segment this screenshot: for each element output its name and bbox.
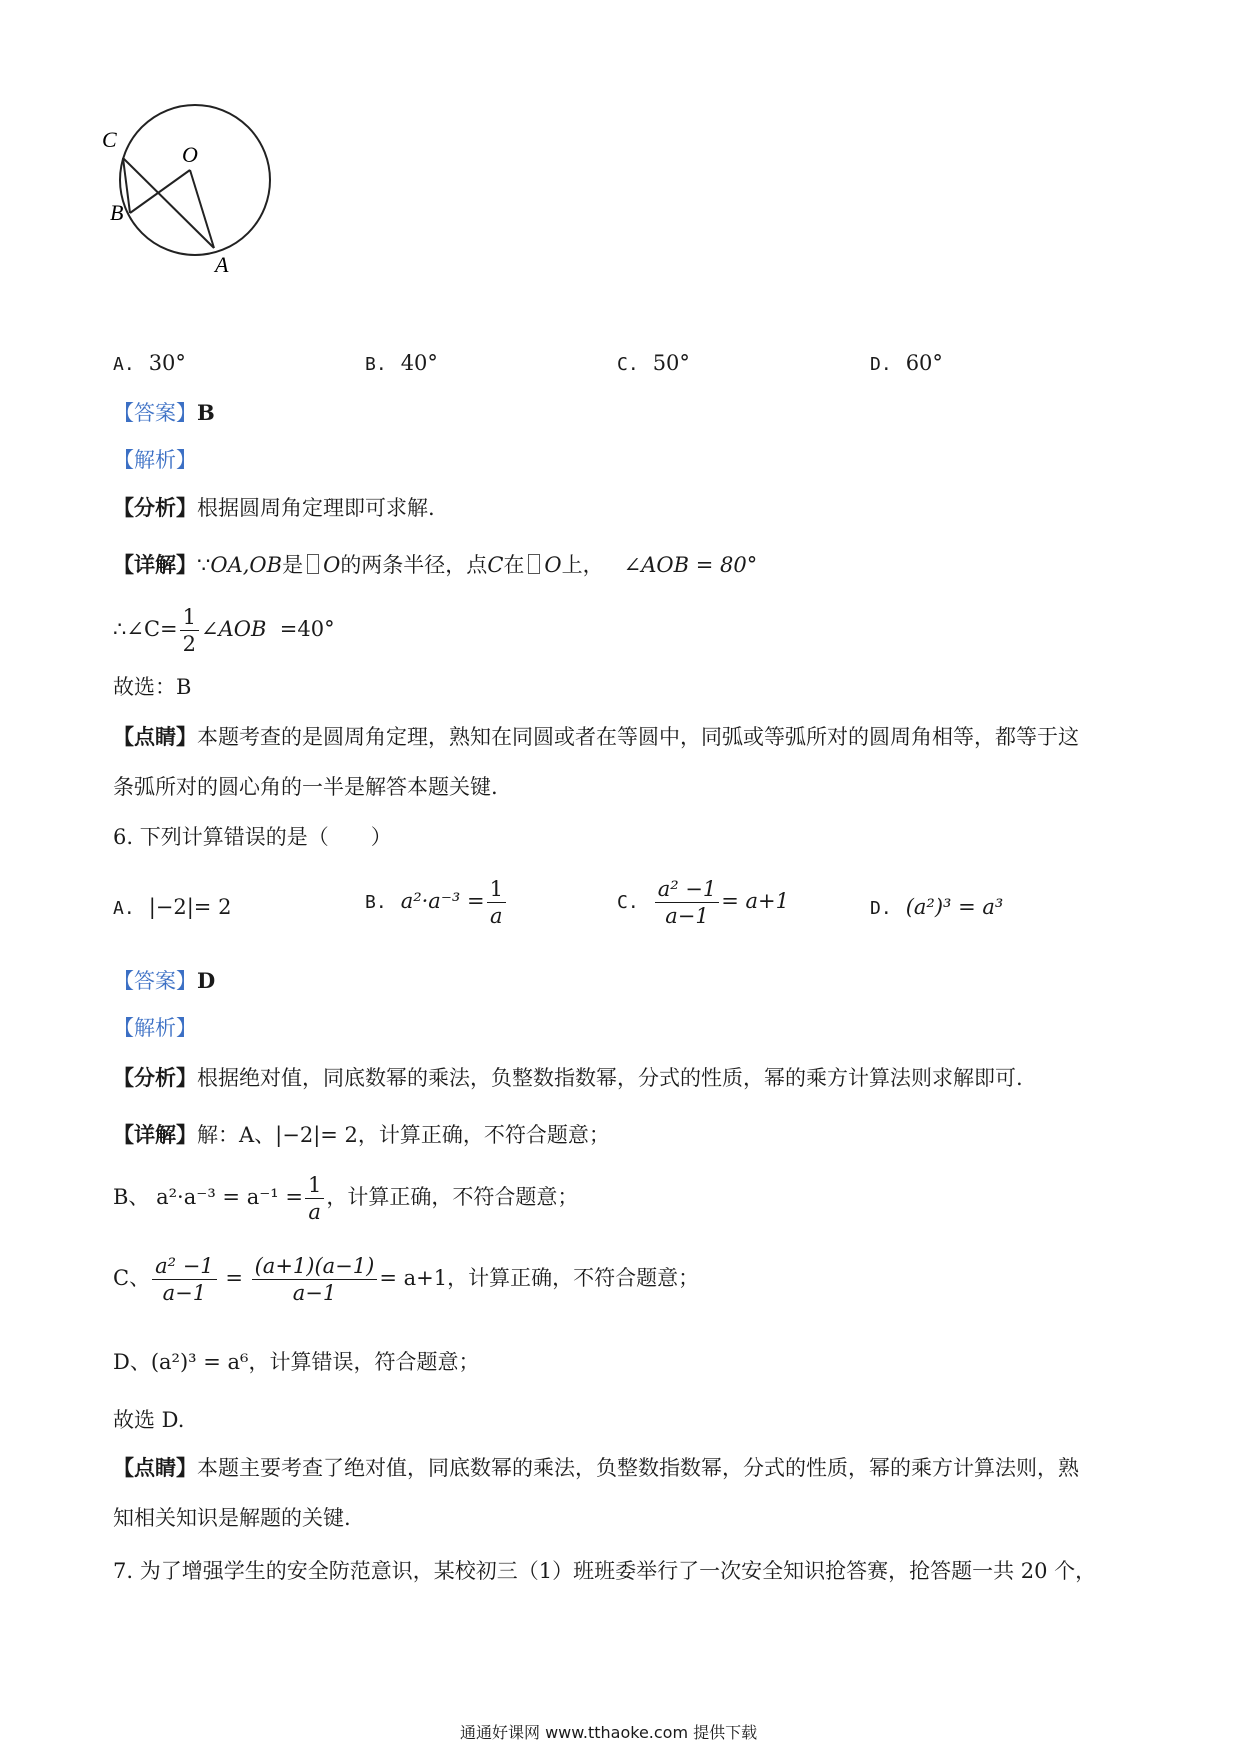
q6-choose: 故选 D. (113, 1408, 185, 1432)
q6-detail-d: D、(a²)³ = a⁶，计算错误，符合题意； (113, 1350, 480, 1374)
q6-comment-2: 知相关知识是解题的关键. (113, 1506, 351, 1530)
q5-analysis-tag: 【解析】 (113, 448, 197, 472)
q6-analysis-tag: 【解析】 (113, 1016, 197, 1040)
q6-question: 6. 下列计算错误的是（ ） (113, 825, 392, 849)
q5-detail: 【详解】∵OA,OB是 O的两条半径，点C在 O上， ∠AOB = 80° (113, 552, 758, 577)
q5-comment-2: 条弧所对的圆心角的一半是解答本题关键. (113, 775, 498, 799)
circle-figure (100, 90, 300, 280)
q5-option-b: B. 40° (365, 351, 438, 375)
q7-question: 7. 为了增强学生的安全防范意识，某校初三（1）班班委举行了一次安全知识抢答赛，抢答题一共 20 个， (113, 1559, 1097, 1583)
q5-comment-1: 【点睛】本题考查的是圆周角定理，熟知在同圆或者在等圆中，同弧或等弧所对的圆周角相等，都等于这 (113, 724, 1079, 749)
q5-conclusion: ∴∠C= $\frac{1}{2}$ ∠AOB =40° (113, 605, 335, 656)
q6-fenxi: 【分析】根据绝对值，同底数幂的乘法，负整数指数幂，分式的性质，幂的乘方计算法则求解即可. (113, 1065, 1023, 1090)
q6-detail-c: C、 $\frac{\text{a² −1}}{a-1}$ = $\frac{(a+1)(a-1)}{a-1}$ = a+1，计算正确，不符合题意； (113, 1254, 700, 1305)
label-C: C (102, 127, 117, 152)
label-B: B (110, 200, 124, 225)
q5-answer: 【答案】B (113, 400, 215, 425)
q6-answer: 【答案】D (113, 968, 216, 993)
q6-option-a: A. |−2|= 2 (113, 895, 232, 919)
q6-option-d: D. (a²)³ = a³ (870, 895, 1004, 919)
q5-option-d: D. 60° (870, 351, 943, 375)
q5-choose: 故选：B (113, 675, 192, 699)
label-A: A (215, 252, 229, 277)
q6-option-b: B. a²·a⁻³ = $\frac{1}{a}$ (365, 876, 508, 929)
q6-detail-b: B、 a²·a⁻³ = a⁻¹ = $\frac{1}{a}$ ，计算正确，不符合题意； (113, 1173, 579, 1224)
q6-option-c: C. $\frac{\text{a² −1}}{a-1}$ = a+1 (617, 877, 790, 928)
page-footer: 通通好课网 www.tthaoke.com 提供下载 (460, 1723, 758, 1742)
label-O: O (182, 142, 198, 167)
q5-fenxi: 【分析】根据圆周角定理即可求解. (113, 495, 435, 520)
q6-comment-1: 【点睛】本题主要考查了绝对值，同底数幂的乘法，负整数指数幂，分式的性质，幂的乘方计算法则，熟 (113, 1455, 1079, 1480)
q5-option-a: A. 30° (113, 351, 186, 375)
q5-option-c: C. 50° (617, 351, 690, 375)
q6-detail-a: 【详解】解：A、|−2|= 2，计算正确，不符合题意； (113, 1122, 610, 1147)
